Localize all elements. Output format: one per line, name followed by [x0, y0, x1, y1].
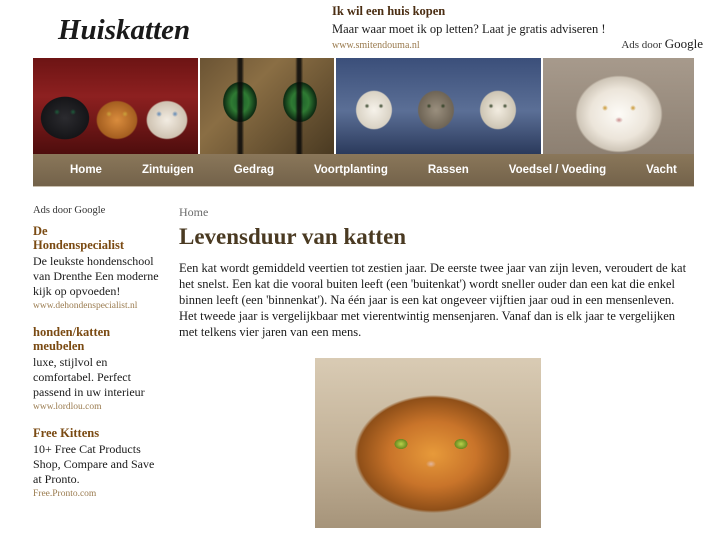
nav-item-voedsel-voeding[interactable]: Voedsel / Voeding [508, 164, 607, 176]
article-photo-orange-tabby-cat [315, 358, 541, 528]
header-bar [0, 0, 727, 58]
sidebar-ads-column [33, 205, 173, 528]
page-title: Levensduur van katten [179, 224, 407, 249]
nav-item-home[interactable]: Home [70, 164, 102, 176]
sidebar-ad-2-text: luxe, stijlvol en comfortabel. Perfect passend in uw interieur [33, 355, 145, 399]
top-advertisement[interactable] [332, 4, 632, 51]
nav-item-voortplanting[interactable]: Voortplanting [313, 164, 388, 176]
sidebar-ad-1-title-line2: Hondenspecialist [33, 238, 124, 252]
banner-photo-white-persian-kitten [543, 58, 694, 154]
nav-item-rassen[interactable]: Rassen [427, 164, 469, 176]
google-wordmark: Google [664, 36, 703, 51]
sidebar-ad-3-text: 10+ Free Cat Products Shop, Compare and Save at Pronto. [33, 442, 155, 486]
sidebar-ads-by-text: Ads door [33, 205, 75, 216]
sidebar-ad-2-title-line1: honden/katten [33, 325, 111, 339]
sidebar-ad-2-title[interactable] [33, 325, 163, 353]
article-paragraph: Een kat wordt gemiddeld veertien tot zestien jaar. De eerste twee jaar van zijn leven, veroudert de kat het snelst. Een kat die vooral buiten leeft (een 'buitenkat') wordt sneller ouder dan een kat die enkel binnen leeft (een 'binnenkat'). Na één jaar is een kat ongeveer vijftien jaar oud in een mensenleven. Het tweede jaar is vergelijkbaar met vierentwintig mensenjaren. Vanaf dan is elk jaar te vergelijken met telkens vier jaren van een mens. [179, 261, 687, 339]
banner-photo-kittens-red-blanket [33, 58, 198, 154]
sidebar-ad-1-title-line1: De [33, 224, 48, 238]
site-title: Huiskatten [58, 14, 191, 46]
sidebar-ad-2-url[interactable]: www.lordlou.com [33, 402, 102, 412]
ads-by-text: Ads door [621, 39, 665, 51]
nav-item-zintuigen[interactable]: Zintuigen [141, 164, 194, 176]
nav-item-gedrag[interactable]: Gedrag [233, 164, 274, 176]
top-ad-url[interactable]: www.smitendouma.nl [332, 40, 420, 51]
content-area [33, 187, 694, 528]
banner-image-strip [33, 58, 694, 154]
sidebar-ad-3[interactable] [33, 426, 163, 499]
sidebar-ads-by-google-label[interactable] [33, 205, 163, 216]
top-ad-body: Maar waar moet ik op letten? Laat je gratis adviseren ! [332, 22, 606, 36]
nav-item-vacht[interactable]: Vacht [646, 164, 677, 176]
sidebar-ad-1-url[interactable]: www.dehondenspecialist.nl [33, 301, 138, 311]
main-article [173, 205, 694, 528]
sidebar-ad-3-title-line1: Free Kittens [33, 426, 100, 440]
banner-photo-green-eyed-cat [200, 58, 334, 154]
top-ad-headline[interactable]: Ik wil een huis kopen [332, 4, 446, 18]
sidebar-google-wordmark: Google [74, 205, 106, 216]
breadcrumb[interactable]: Home [179, 205, 209, 219]
ads-by-google-label[interactable] [621, 36, 703, 52]
sidebar-ad-3-title[interactable] [33, 426, 163, 440]
sidebar-ad-2-title-line2: meubelen [33, 339, 85, 353]
main-navigation[interactable] [33, 154, 694, 186]
sidebar-ad-1-text: De leukste hondenschool van Drenthe Een moderne kijk op opvoeden! [33, 254, 159, 298]
banner-photo-three-kittens [336, 58, 541, 154]
sidebar-ad-1[interactable] [33, 224, 163, 311]
sidebar-ad-1-title[interactable] [33, 224, 163, 252]
sidebar-ad-3-url[interactable]: Free.Pronto.com [33, 489, 97, 499]
sidebar-ad-2[interactable] [33, 325, 163, 412]
